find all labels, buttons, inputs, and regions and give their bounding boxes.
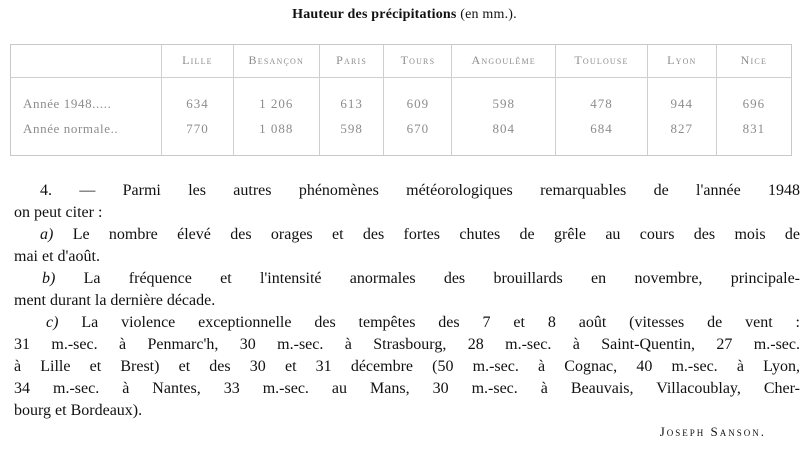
item-c-line-3: à Lille et Brest) et des 30 et 31 décembre (50 m.-sec. à Cognac, 40 m.-sec. à Lyon, [14,358,800,375]
table-cell: 613 [319,77,384,116]
header-tours: Tours [384,45,452,77]
precipitation-table-frame [10,44,792,156]
item-c-line-4: 34 m.-sec. à Nantes, 33 m.-sec. au Mans, 30 m.-sec. à Beauvais, Villacoublay, Cher- [14,380,800,397]
item-a-marker: a) [40,226,54,243]
row-label-1948: Année 1948..... [23,95,112,111]
item-c-text: La violence exceptionnelle des tempêtes des 7 et 8 août (vitesses de vent : [81,314,801,331]
paragraph-4-line-1: 4. — Parmi les autres phénomènes météorologiques remarquables de l'année 1948 [40,182,800,199]
item-a-line-1 [14,224,800,246]
table-title-main: Hauteur des précipitations [292,7,457,22]
item-b-marker: b) [42,270,56,287]
table-cell: 598 [319,116,384,155]
header-nice: Nice [716,45,791,77]
item-a-line-2: mai et d'août. [14,248,100,265]
paragraph-4-line-2: on peut citer : [14,204,103,221]
table-row [11,77,791,116]
item-c-line-2: 31 m.-sec. à Penmarc'h, 30 m.-sec. à Strasbourg, 28 m.-sec. à Saint-Quentin, 27 m.-sec. [14,336,800,353]
precipitation-table [11,45,791,155]
item-b-line-2: ment durant la dernière décade. [14,292,216,309]
header-lille: Lille [162,45,234,77]
body-text [14,180,800,422]
table-cell: 684 [556,116,648,155]
table-cell: 944 [647,77,716,116]
table-cell: 1 088 [233,116,319,155]
item-a-text: Le nombre élevé des orages et des fortes chutes de grêle au cours des mois de [72,226,801,243]
table-cell: 831 [716,116,791,155]
table-header-row [11,45,791,77]
item-b-line-1 [14,268,800,290]
item-b-text: La fréquence et l'intensité anormales des brouillards en novembre, principale- [83,270,801,287]
header-besancon: Besançon [233,45,319,77]
table-cell: 804 [452,116,556,155]
table-title [0,7,809,23]
header-angouleme: Angoulême [452,45,556,77]
header-toulouse: Toulouse [556,45,648,77]
header-lyon: Lyon [647,45,716,77]
table-cell: 598 [452,77,556,116]
table-cell: 696 [716,77,791,116]
author-signature: Joseph Sanson. [659,424,766,439]
row-label-normal: Année normale.. [23,120,119,136]
table-cell: 634 [162,77,234,116]
table-cell: 670 [384,116,452,155]
table-title-unit: (en mm.). [460,7,517,22]
header-paris: Paris [319,45,384,77]
table-cell: 827 [647,116,716,155]
table-cell: 609 [384,77,452,116]
table-cell: 770 [162,116,234,155]
header-empty-cell [11,45,162,77]
item-c-line-1 [14,312,800,334]
item-c-marker: c) [46,314,59,331]
table-cell: 478 [556,77,648,116]
table-row [11,116,791,155]
item-c-line-5: bourg et Bordeaux). [14,402,143,419]
table-cell: 1 206 [233,77,319,116]
